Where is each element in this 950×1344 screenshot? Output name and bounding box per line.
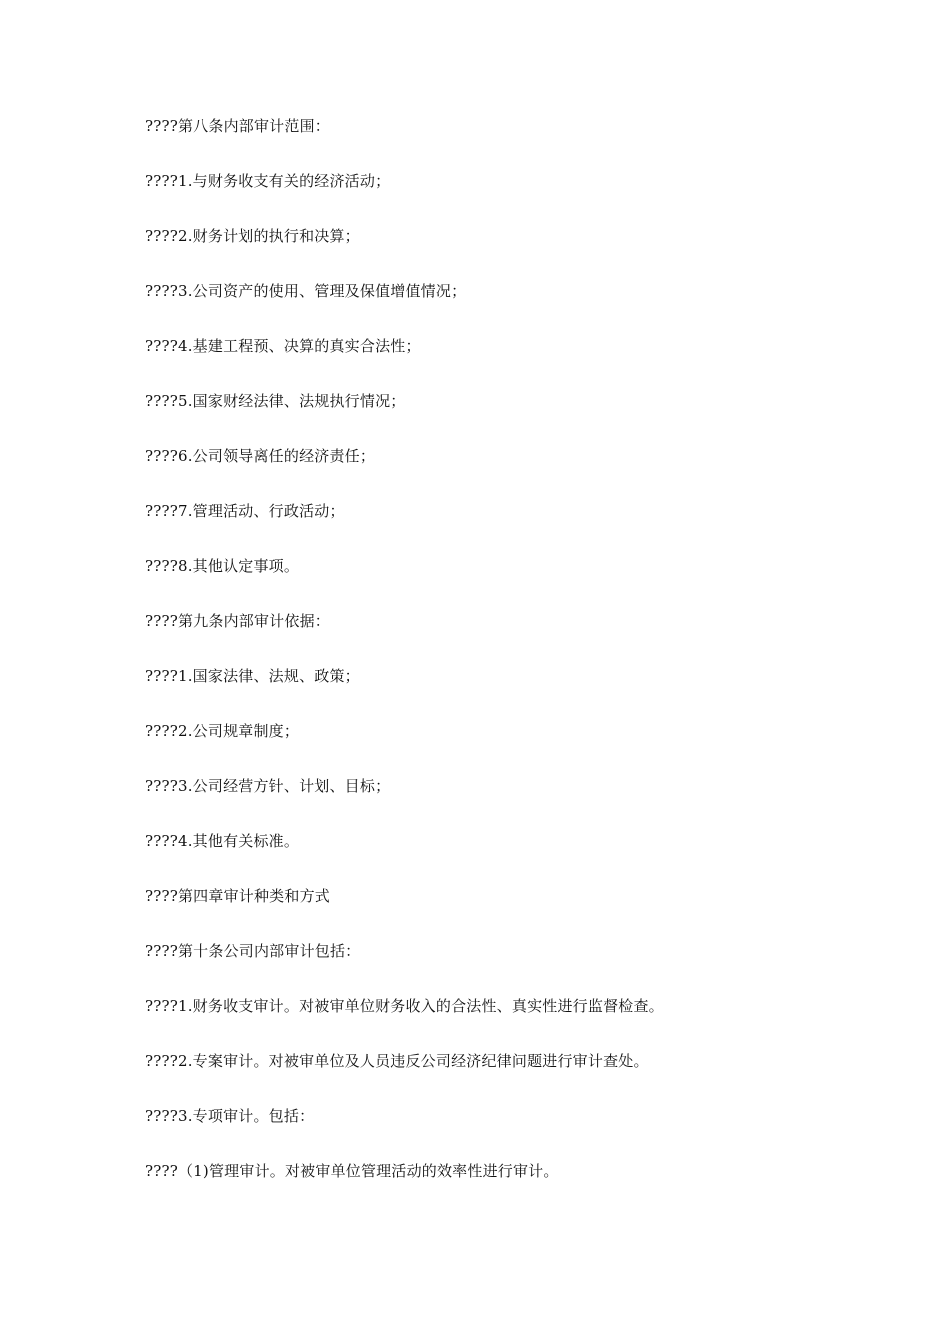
article-8-item-6: ????6.公司领导离任的经济责任； [145,447,376,465]
chapter-4-heading: ????第四章审计种类和方式 [145,887,330,905]
article-8-item-5: ????5.国家财经法律、法规执行情况； [145,392,406,410]
article-10-item-2: ????2.专案审计。对被审单位及人员违反公司经济纪律问题进行审计查处。 [145,1052,649,1070]
article-9-item-3: ????3.公司经营方针、计划、目标； [145,777,391,795]
article-10-subitem-1: ????（1)管理审计。对被审单位管理活动的效率性进行审计。 [145,1162,559,1180]
article-8-item-7: ????7.管理活动、行政活动； [145,502,345,520]
article-8-item-1: ????1.与财务收支有关的经济活动； [145,172,391,190]
article-9-heading: ????第九条内部审计依据： [145,612,330,630]
article-8-item-4: ????4.基建工程预、决算的真实合法性； [145,337,421,355]
article-9-item-1: ????1.国家法律、法规、政策； [145,667,360,685]
article-10-item-1: ????1.财务收支审计。对被审单位财务收入的合法性、真实性进行监督检查。 [145,997,664,1015]
article-8-item-2: ????2.财务计划的执行和决算； [145,227,360,245]
article-9-item-4: ????4.其他有关标准。 [145,832,300,850]
article-8-item-8: ????8.其他认定事项。 [145,557,300,575]
article-8-heading: ????第八条内部审计范围： [145,117,330,135]
article-10-heading: ????第十条公司内部审计包括： [145,942,361,960]
article-10-item-3: ????3.专项审计。包括： [145,1107,315,1125]
article-9-item-2: ????2.公司规章制度； [145,722,300,740]
document-body [145,116,885,1216]
article-8-item-3: ????3.公司资产的使用、管理及保值增值情况； [145,282,467,300]
